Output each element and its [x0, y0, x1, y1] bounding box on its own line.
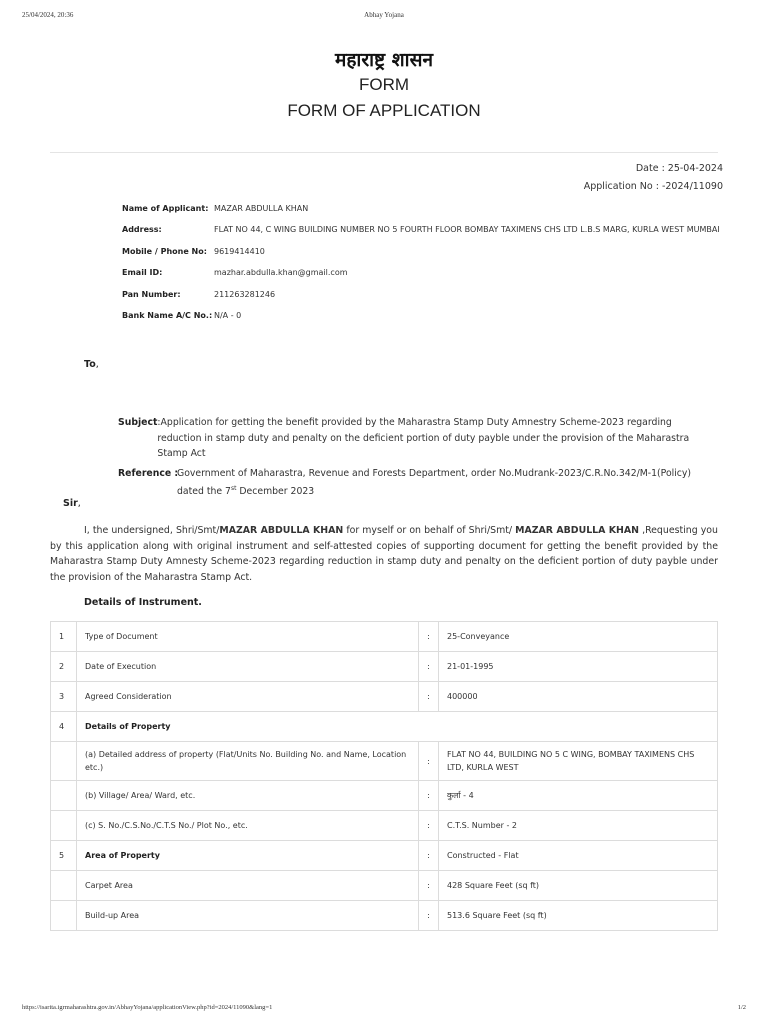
applicant-row: [122, 247, 720, 268]
title-form-of-application: FORM OF APPLICATION: [287, 101, 481, 120]
applicant-field-value: 211263281246: [214, 289, 276, 299]
document-title-block: [0, 48, 768, 124]
row-number: 5: [51, 841, 77, 871]
colon-separator: :: [419, 841, 439, 871]
field-value: 428 Square Feet (sq ft): [439, 871, 718, 901]
print-page-title: Abhay Yojana: [364, 11, 404, 19]
applicant-field-value: mazhar.abdulla.khan@gmail.com: [214, 268, 348, 278]
row-number: [51, 871, 77, 901]
colon-separator: :: [419, 682, 439, 712]
reference-ordinal: st: [230, 485, 237, 492]
to-line: [84, 359, 99, 370]
body-part-1: I, the undersigned, Shri/Smt/: [84, 525, 220, 536]
colon-separator: :: [419, 742, 439, 781]
application-date: Date : 25-04-2024: [635, 163, 723, 174]
field-value: FLAT NO 44, BUILDING NO 5 C WING, BOMBAY TAXIMENS CHS LTD, KURLA WEST: [439, 742, 718, 781]
applicant-row: [122, 290, 720, 311]
field-description: Type of Document: [77, 622, 419, 652]
table-row: [51, 742, 718, 781]
title-marathi: महाराष्ट्र शासन: [334, 49, 433, 71]
field-value: कुर्ला - 4: [439, 781, 718, 811]
body-paragraph: [50, 523, 718, 585]
field-value: 25-Conveyance: [439, 622, 718, 652]
print-page-number: 1/2: [737, 1004, 746, 1011]
field-value: 513.6 Square Feet (sq ft): [439, 901, 718, 931]
table-row: [51, 781, 718, 811]
applicant-field-label: Pan Number:: [122, 289, 181, 299]
applicant-name-2: MAZAR ABDULLA KHAN: [515, 525, 639, 536]
reference-text-end: December 2023: [236, 486, 315, 498]
field-value: C.T.S. Number - 2: [439, 811, 718, 841]
table-row: [51, 622, 718, 652]
applicant-field-label: Address:: [122, 225, 162, 235]
colon-separator: :: [419, 811, 439, 841]
reference-text-main: Government of Maharastra, Revenue and Forests Department, order No.Mudrank-2023/C.R.No.342/M-1(Policy) dated the 7: [177, 467, 692, 498]
subject-text: :Application for getting the benefit provided by the Maharastra Stamp Duty Amnestry Scheme-2023 regarding reduction in stamp duty and penalty on the deficient portion of duty payble under the provision of the Maharastra Stamp Act: [157, 417, 690, 459]
body-part-3: ,Requesting you by this application along with original instrument and self-attested copies of supporting document for getting the benefit provided by the Maharastra Stamp Duty Amnesty Scheme-2023 regarding reduction in stamp duty and penalty on the deficient portion of duty payble under the provision of the Maharastra Stamp Act.: [50, 525, 718, 583]
field-description: Area of Property: [77, 841, 419, 871]
field-description: Carpet Area: [77, 871, 419, 901]
applicant-field-label: Mobile / Phone No:: [122, 246, 207, 256]
field-description: Build-up Area: [77, 901, 419, 931]
applicant-row: [122, 268, 720, 289]
details-heading: Details of Instrument.: [84, 597, 202, 608]
application-number: Application No : -2024/11090: [583, 181, 723, 192]
table-row: [51, 811, 718, 841]
applicant-row: [122, 311, 720, 332]
salutation-label: Sir: [63, 498, 78, 509]
colon-separator: :: [419, 871, 439, 901]
instrument-table: [50, 621, 718, 931]
applicant-name-1: MAZAR ABDULLA KHAN: [219, 525, 344, 536]
print-datetime: 25/04/2024, 20:36: [22, 11, 74, 19]
field-value: 21-01-1995: [439, 652, 718, 682]
applicant-field-value: 9619414410: [214, 246, 265, 256]
row-number: 1: [51, 622, 77, 652]
subject-row: [118, 415, 718, 462]
field-description: Agreed Consideration: [77, 682, 419, 712]
applicant-row: [122, 225, 720, 246]
field-description: (b) Village/ Area/ Ward, etc.: [77, 781, 419, 811]
table-row: [51, 682, 718, 712]
applicant-field-label: Email ID:: [122, 268, 163, 278]
section-heading-cell: Details of Property: [77, 712, 718, 742]
row-number: [51, 811, 77, 841]
row-number: [51, 781, 77, 811]
row-number: [51, 901, 77, 931]
applicant-row: [122, 204, 720, 225]
subject-label: Subject: [118, 417, 158, 428]
to-punct: ,: [95, 359, 99, 370]
table-row: [51, 841, 718, 871]
row-number: 3: [51, 682, 77, 712]
body-part-2: for myself or on behalf of Shri/Smt/: [343, 525, 516, 536]
field-description: Date of Execution: [77, 652, 419, 682]
table-row: [51, 712, 718, 742]
salutation: [63, 498, 81, 509]
applicant-field-value: FLAT NO 44, C WING BUILDING NUMBER NO 5 FOURTH FLOOR BOMBAY TAXIMENS CHS LTD L.B.S MARG, KURLA WEST MUMBAI: [214, 225, 720, 235]
row-number: [51, 742, 77, 781]
table-row: [51, 652, 718, 682]
row-number: 4: [51, 712, 77, 742]
field-description: (c) S. No./C.S.No./C.T.S No./ Plot No., etc.: [77, 811, 419, 841]
reference-row: [118, 466, 718, 500]
applicant-field-label: Name of Applicant:: [122, 204, 209, 213]
colon-separator: :: [419, 901, 439, 931]
field-value: 400000: [439, 682, 718, 712]
colon-separator: :: [419, 652, 439, 682]
table-row: [51, 901, 718, 931]
applicant-field-value: MAZAR ABDULLA KHAN: [214, 204, 309, 213]
subject-block: [118, 415, 718, 500]
reference-label: Reference :: [118, 467, 179, 479]
reference-text: [177, 466, 718, 500]
applicant-field-label: Bank Name A/C No.:: [122, 310, 213, 320]
field-value: Constructed - Flat: [439, 841, 718, 871]
applicant-details: [122, 204, 720, 332]
to-label: To: [84, 359, 96, 370]
table-row: [51, 871, 718, 901]
field-description: (a) Detailed address of property (Flat/Units No. Building No. and Name, Location etc.): [77, 742, 419, 781]
divider: [50, 152, 718, 153]
colon-separator: :: [419, 622, 439, 652]
title-form: FORM: [358, 75, 410, 94]
print-url: https://isarita.igrmaharashtra.gov.in/AbhayYojana/applicationView.php?id=2024/11090&lang=1: [22, 1004, 273, 1011]
applicant-field-value: N/A - 0: [214, 310, 242, 320]
salutation-punct: ,: [77, 498, 81, 509]
row-number: 2: [51, 652, 77, 682]
colon-separator: :: [419, 781, 439, 811]
